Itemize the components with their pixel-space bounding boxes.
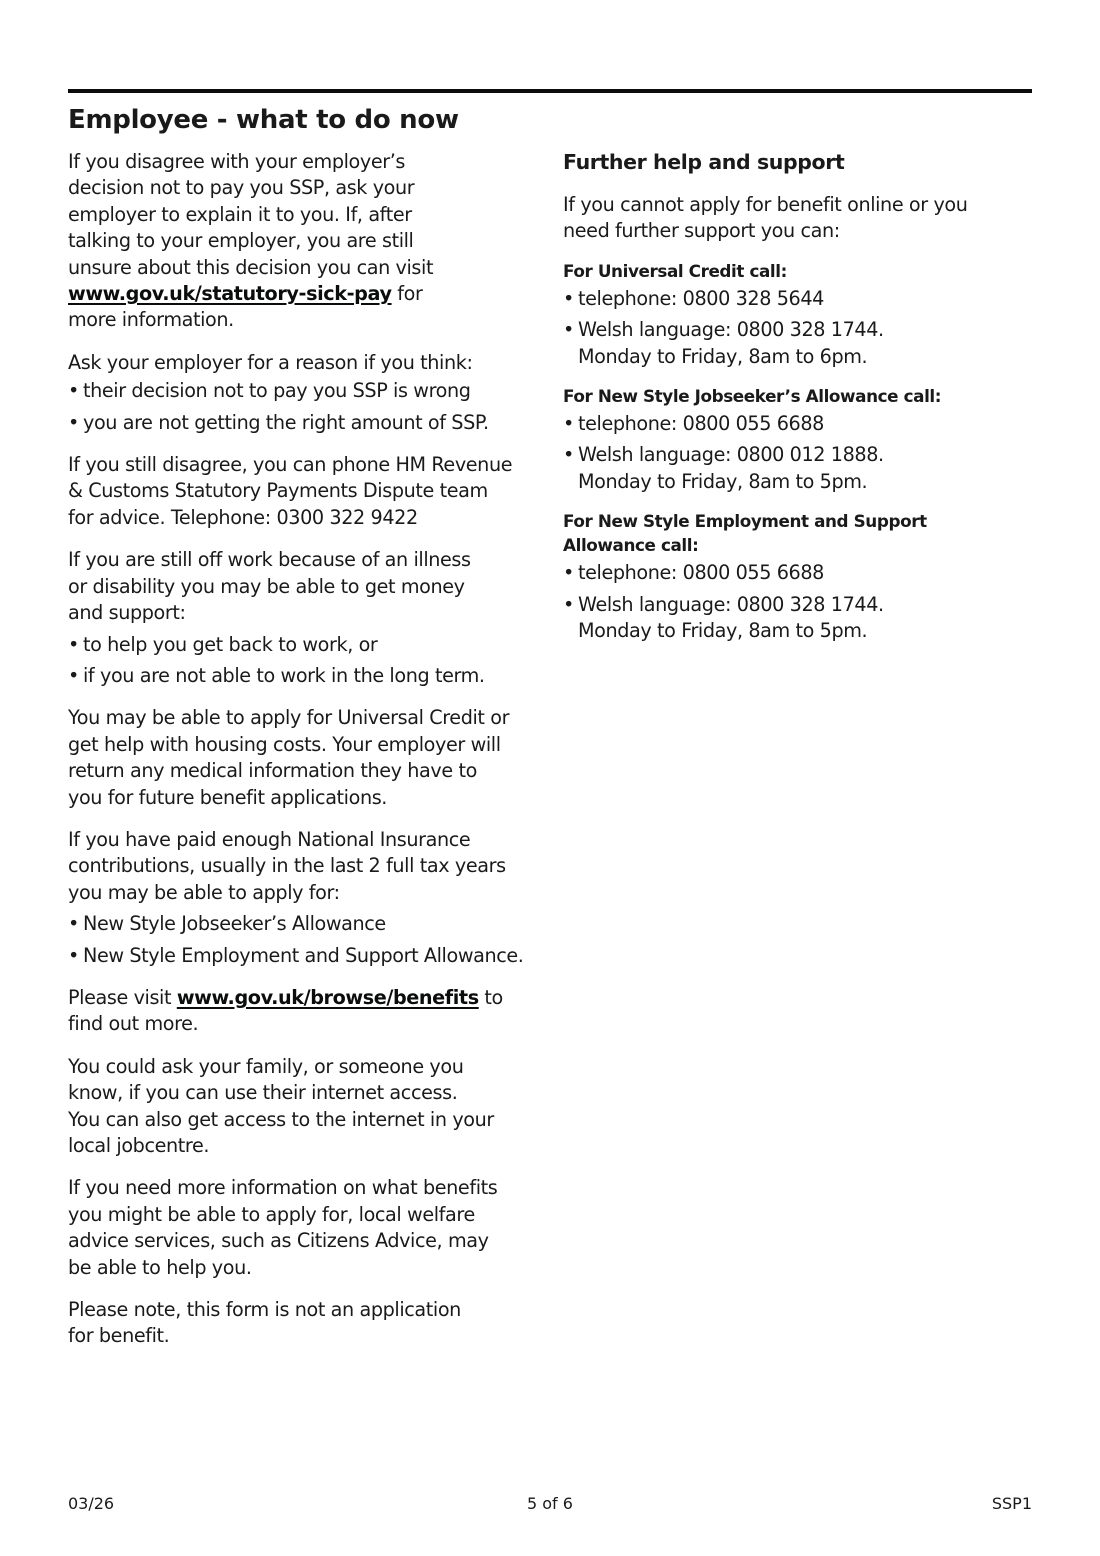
internet-access-paragraph: You could ask your family, or someone you know, if you can use their internet access. You can also get access to the internet in your local jobcentre. bbox=[68, 1054, 494, 1157]
page-heading: Employee - what to do now bbox=[68, 105, 459, 135]
ask-reason-list bbox=[68, 378, 538, 436]
not-application-note: Please note, this form is not an application for benefit. bbox=[68, 1298, 461, 1348]
list-item: • telephone: 0800 055 6688 bbox=[563, 411, 1033, 437]
right-column bbox=[563, 149, 1033, 644]
jobseekers-allowance-heading: For New Style Jobseeker’s Allowance call: bbox=[563, 386, 942, 407]
further-help-heading: Further help and support bbox=[563, 150, 845, 174]
list-item: • telephone: 0800 055 6688 bbox=[563, 560, 1033, 586]
top-rule bbox=[68, 89, 1032, 93]
disagree-paragraph: If you disagree with your employer’s decision not to pay you SSP, ask your employer to explain it to you. If, after talking to your employer, you are still unsure about this decision you can visit www.gov.uk/statutory-sick-pay for more information. bbox=[68, 150, 434, 332]
bullet-icon: • bbox=[563, 286, 574, 310]
list-item: • to help you get back to work, or bbox=[68, 632, 538, 658]
list-item: • Welsh language: 0800 012 1888. Monday to Friday, 8am to 5pm. bbox=[563, 443, 884, 493]
footer-date: 03/26 bbox=[68, 1494, 115, 1513]
footer-page-number: 5 of 6 bbox=[527, 1494, 573, 1513]
bullet-icon: • bbox=[563, 318, 574, 342]
dispute-paragraph: If you still disagree, you can phone HM Revenue & Customs Statutory Payments Dispute team for advice. Telephone: 0300 322 9422 bbox=[68, 453, 513, 529]
browse-benefits-link[interactable]: www.gov.uk/browse/benefits bbox=[176, 985, 479, 1009]
off-work-paragraph: If you are still off work because of an illness or disability you may be able to get money and support: bbox=[68, 548, 471, 625]
off-work-list bbox=[68, 632, 538, 690]
list-item: • New Style Employment and Support Allowance. bbox=[68, 943, 538, 969]
bullet-icon: • bbox=[563, 592, 574, 616]
benefits-link-paragraph: Please visit www.gov.uk/browse/benefits to find out more. bbox=[68, 985, 503, 1036]
bullet-icon: • bbox=[68, 410, 79, 434]
employment-support-allowance-contacts bbox=[563, 560, 1033, 644]
national-insurance-paragraph: If you have paid enough National Insurance contributions, usually in the last 2 full tax years you may be able to apply for: bbox=[68, 827, 506, 904]
bullet-icon: • bbox=[68, 912, 79, 936]
footer-form-code: SSP1 bbox=[991, 1494, 1032, 1513]
list-item: • you are not getting the right amount of SSP. bbox=[68, 410, 538, 436]
jobseekers-allowance-contacts bbox=[563, 411, 1033, 495]
list-item: • Welsh language: 0800 328 1744. Monday to Friday, 8am to 6pm. bbox=[563, 318, 884, 368]
universal-credit-heading: For Universal Credit call: bbox=[563, 260, 787, 281]
list-item: • their decision not to pay you SSP is wrong bbox=[68, 378, 538, 404]
bullet-icon: • bbox=[68, 943, 79, 967]
list-item: • New Style Jobseeker’s Allowance bbox=[68, 911, 538, 937]
welfare-advice-paragraph: If you need more information on what benefits you might be able to apply for, local welfare advice services, such as Citizens Advice, may be able to help you. bbox=[68, 1176, 498, 1279]
bullet-icon: • bbox=[68, 379, 79, 403]
bullet-icon: • bbox=[68, 663, 79, 687]
list-item: • telephone: 0800 328 5644 bbox=[563, 286, 1033, 312]
bullet-icon: • bbox=[563, 412, 574, 436]
statutory-sick-pay-link[interactable]: www.gov.uk/statutory-sick-pay bbox=[68, 282, 392, 306]
further-help-intro: If you cannot apply for benefit online or you need further support you can: bbox=[563, 193, 968, 243]
employment-support-allowance-heading: For New Style Employment and Support Allowance call: bbox=[563, 511, 927, 556]
list-item: • if you are not able to work in the long term. bbox=[68, 663, 538, 689]
bullet-icon: • bbox=[68, 632, 79, 656]
bullet-icon: • bbox=[563, 443, 574, 467]
universal-credit-paragraph: You may be able to apply for Universal Credit or get help with housing costs. Your employer will return any medical information they have to you for future benefit applications. bbox=[68, 706, 510, 809]
ask-reason-intro: Ask your employer for a reason if you think: bbox=[68, 350, 473, 374]
left-column bbox=[68, 149, 538, 1350]
list-item: • Welsh language: 0800 328 1744. Monday to Friday, 8am to 5pm. bbox=[563, 592, 884, 643]
bullet-icon: • bbox=[563, 561, 574, 585]
universal-credit-contacts bbox=[563, 286, 1033, 370]
new-style-list bbox=[68, 911, 538, 969]
